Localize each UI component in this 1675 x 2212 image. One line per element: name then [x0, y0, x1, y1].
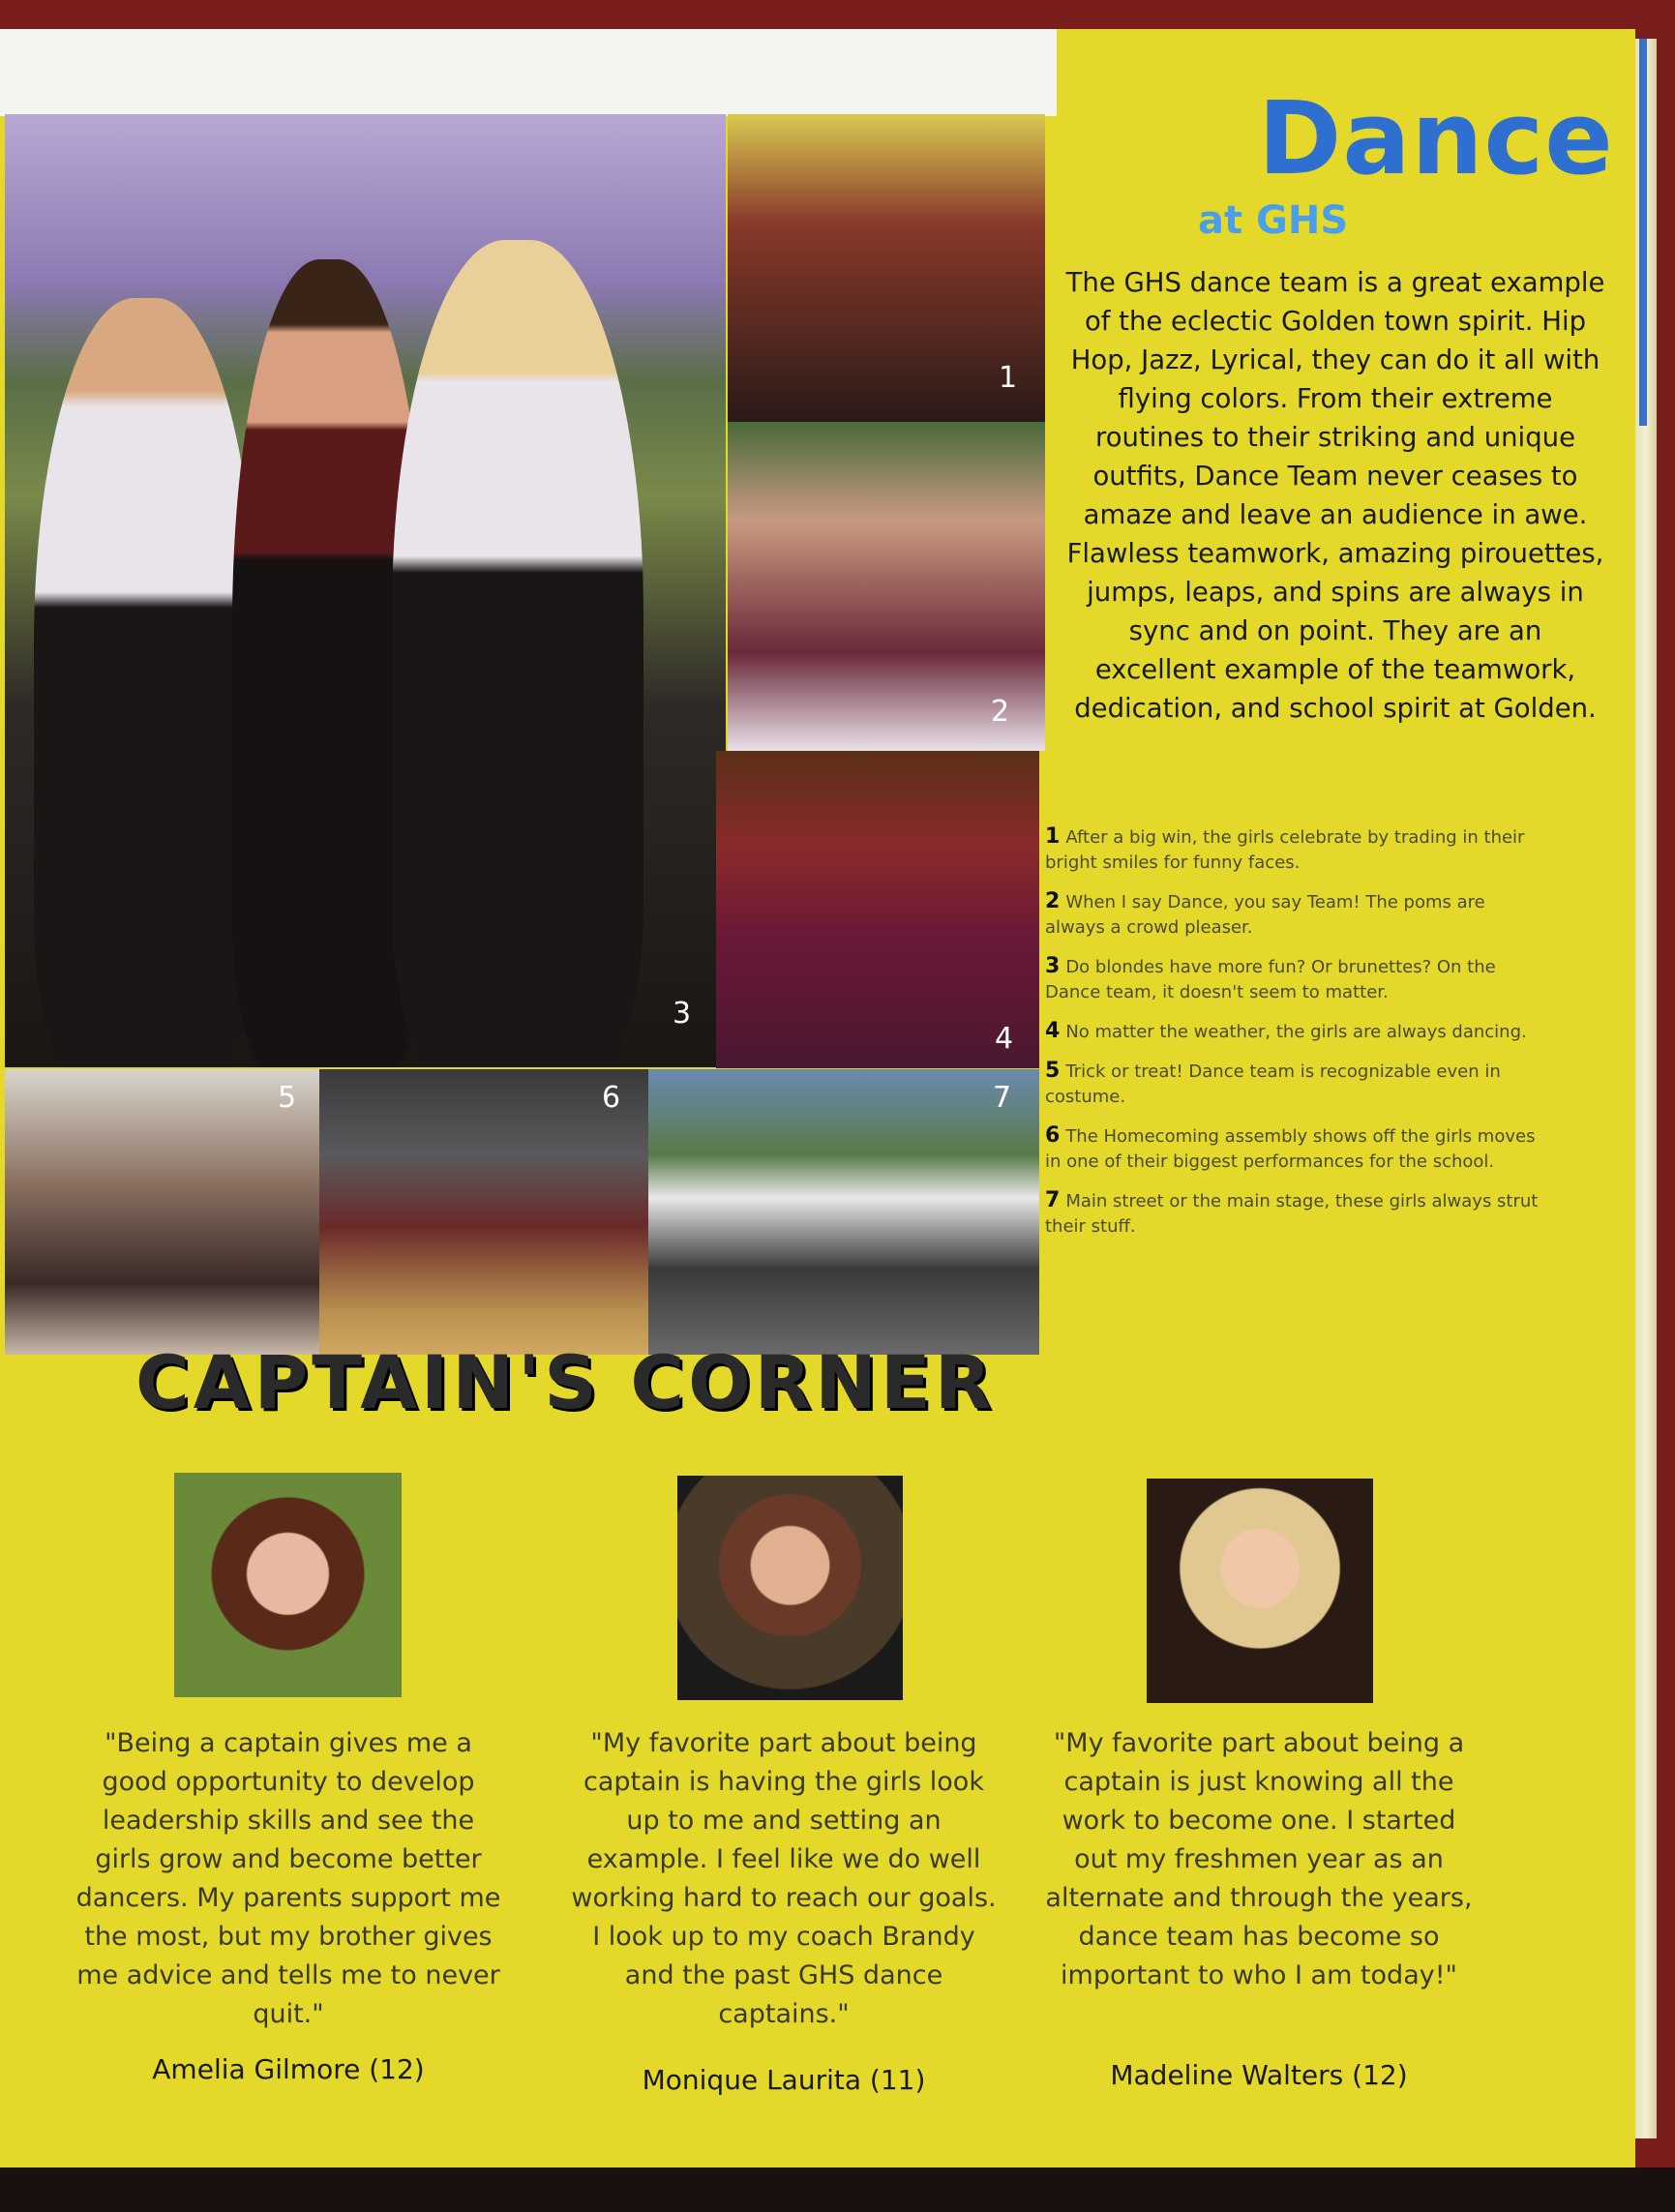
caption-text: The Homecoming assembly shows off the girls moves in one of their biggest performances for the school.	[1045, 1126, 1536, 1172]
page-edge-tab	[1639, 39, 1647, 426]
caption-text: No matter the weather, the girls are always dancing.	[1065, 1022, 1527, 1042]
captain-name: Monique Laurita (11)	[642, 2064, 926, 2096]
caption-item	[1045, 954, 1548, 1005]
caption-text: Do blondes have more fun? Or brunettes? On the Dance team, it doesn't seem to matter.	[1045, 957, 1496, 1002]
intro-paragraph: The GHS dance team is a great example of the eclectic Golden town spirit. Hip Hop, Jazz, Lyrical, they can do it all with flying colors. From their extreme routines to their striking and unique outfits, Dance Team never ceases to amaze and leave an audience in awe. Flawless teamwork, amazing pirouettes, jumps, leaps, and spins are always in sync and on point. They are an excellent example of the teamwork, dedication, and school spirit at Golden.	[1065, 267, 1605, 724]
caption-item	[1045, 824, 1548, 876]
caption-text: Main street or the main stage, these girls always strut their stuff.	[1045, 1191, 1539, 1237]
captain-portrait-monique	[677, 1476, 903, 1700]
caption-text: Trick or treat! Dance team is recognizable even in costume.	[1045, 1061, 1501, 1107]
caption-number: 7	[1045, 1188, 1061, 1212]
caption-item	[1045, 1019, 1548, 1045]
caption-text: After a big win, the girls celebrate by trading in their bright smiles for funny faces.	[1045, 827, 1525, 873]
photo-cold-weather	[716, 751, 1039, 1068]
photo-number: 2	[991, 695, 1010, 729]
caption-number: 2	[1045, 889, 1061, 913]
caption-text: When I say Dance, you say Team! The poms are always a crowd pleaser.	[1045, 892, 1485, 938]
photo-main-street	[648, 1069, 1039, 1355]
photo-number: 4	[995, 1022, 1014, 1056]
captain-portrait-amelia	[174, 1473, 402, 1697]
photo-number: 3	[673, 997, 692, 1031]
dancer-figure	[392, 240, 643, 1067]
photo-costume	[5, 1069, 319, 1355]
page-title: Dance	[1258, 79, 1614, 197]
photo-funny-faces	[728, 114, 1045, 422]
page-subtitle: at GHS	[1198, 198, 1349, 243]
photo-number: 6	[602, 1081, 621, 1115]
page-top-margin	[0, 29, 1057, 116]
caption-number: 5	[1045, 1059, 1061, 1083]
captain-quote: "My favorite part about being a captain is just knowing all the work to become one. I started out my freshmen year as an alternate and through the years, dance team has become so important to who I am today!"	[1045, 1728, 1473, 1990]
dancer-figure	[34, 298, 256, 1067]
captain-name: Madeline Walters (12)	[1110, 2059, 1408, 2091]
caption-number: 6	[1045, 1123, 1061, 1148]
caption-number: 4	[1045, 1019, 1061, 1043]
caption-item	[1045, 1059, 1548, 1110]
captain-name: Amelia Gilmore (12)	[152, 2053, 425, 2085]
caption-number: 1	[1045, 824, 1061, 849]
captain-quote: "Being a captain gives me a good opportunity to develop leadership skills and see the girls grow and become better dancers. My parents support me the most, but my brother gives me advice and tells me to never quit."	[75, 1728, 501, 2029]
captains-corner-title: CAPTAIN'S CORNER	[135, 1339, 996, 1425]
photo-homecoming-assembly	[319, 1069, 648, 1355]
photo-number: 5	[278, 1081, 297, 1115]
captain-portrait-madeline	[1147, 1479, 1373, 1703]
caption-item	[1045, 1188, 1548, 1240]
caption-item	[1045, 889, 1548, 941]
captain-quote: "My favorite part about being captain is having the girls look up to me and setting an example. I feel like we do well working hard to reach our goals. I look up to my coach Brandy and the past GHS dance captains."	[571, 1728, 997, 2029]
bottom-band	[0, 2167, 1675, 2212]
photo-captions	[1045, 824, 1548, 1253]
photo-three-dancers	[5, 114, 726, 1067]
caption-number: 3	[1045, 954, 1061, 978]
photo-poms	[728, 422, 1045, 751]
photo-number: 1	[999, 361, 1018, 395]
caption-item	[1045, 1123, 1548, 1175]
photo-number: 7	[993, 1081, 1012, 1115]
